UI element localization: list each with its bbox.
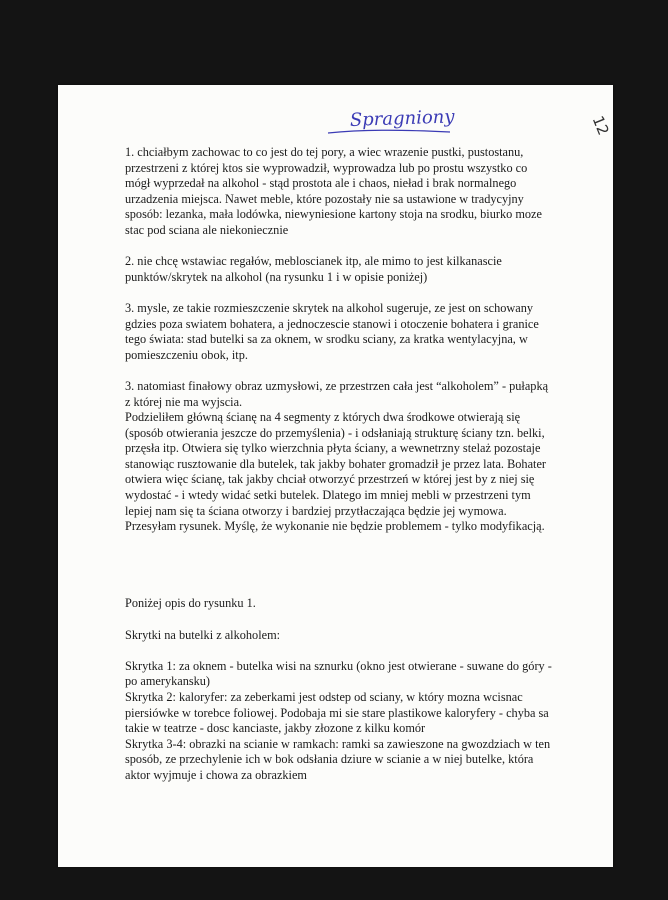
text-line: sposób: lezanka, mała lodówka, niewyniesione kartony stoja na srodku, biurko moze: [125, 207, 542, 222]
hideout-item-3-4: [125, 737, 555, 784]
text-line: Podzieliłem główną ścianę na 4 segmenty z których dwa środkowe otwierają się: [125, 410, 521, 425]
text-line: z której nie ma wyjscia.: [125, 394, 243, 409]
text-line: urzadzenia miejsca. Nawet meble, które pozostały nie sa ustawione w tradycyjny: [125, 191, 524, 206]
text-line: Poniżej opis do rysunku 1.: [125, 596, 256, 611]
hideouts-heading: [125, 628, 555, 644]
text-line: Skrytka 1: za oknem - butelka wisi na sznurku (okno jest otwierane - suwane do góry -: [125, 658, 552, 673]
text-line: stac pod sciana ale niekoniecznie: [125, 222, 289, 237]
text-line: po amerykansku): [125, 674, 211, 689]
document-body: [125, 145, 555, 784]
text-line: pomieszczeniu obok, itp.: [125, 347, 248, 362]
text-line: punktów/skrytek na alkohol (na rysunku 1 i w opisie poniżej): [125, 269, 428, 284]
hideout-item-2: [125, 690, 555, 737]
text-line: lepiej nam się ta ściana otworzy i bardziej przytłaczająca będzie jej wymowa.: [125, 503, 507, 518]
hideouts-list: [125, 659, 555, 784]
handwritten-title: [298, 103, 458, 143]
text-line: Przesyłam rysunek. Myślę, że wykonanie nie będzie problemem - tylko modyfikacją.: [125, 519, 545, 534]
paragraph-3: [125, 301, 555, 363]
text-line: wydostać - i wtedy widać setki butelek. Dlatego im mniej mebli w przestrzeni tym: [125, 488, 531, 503]
text-line: Skrytka 2: kaloryfer: za zeberkami jest odstep od sciany, w który mozna wcisnac: [125, 690, 523, 704]
text-line: przęsła itp. Otwiera się tylko wierzchnia płyta ściany, a wewnetrzny stelaż pozostaje: [125, 441, 541, 456]
text-line: 3. mysle, ze takie rozmieszczenie skrytek na alkohol sugeruje, ze jest on schowany: [125, 300, 534, 315]
text-line: (sposób otwierania jeszcze do przemyślenia) - i odsłaniają strukturę ściany tzn. belki,: [125, 425, 545, 440]
text-line: otwiera więc ścianę, tak jakby chciał otworzyć przestrzeń w której jest by z niej się: [125, 472, 535, 487]
paragraph-2: [125, 254, 555, 285]
handwritten-page-number: [584, 111, 613, 139]
text-line: sposób, ze przechylenie ich w bok odsłania dziure w scianie a w niej butelke, która: [125, 752, 534, 767]
section-spacer: [125, 550, 555, 596]
text-line: takie w teatrze - dosc kanciaste, jakby złozone z kilku komór: [125, 721, 426, 736]
text-line: Skrytka 3-4: obrazki na scianie w ramkach: ramki sa zawieszone na gwozdziach w ten: [125, 736, 551, 751]
paragraph-1: [125, 145, 555, 239]
paper-sheet: [58, 85, 613, 867]
handwritten-title-text: Spragniony: [349, 106, 455, 131]
text-line: piersiówke w torebce foliowej. Podobaja mi sie stare plastikowe kaloryfery - chyba sa: [125, 705, 549, 720]
text-line: przestrzeni z której ktos sie wyprowadził, wyprowadza lub po prostu wszystko co: [125, 160, 528, 175]
drawing-intro: [125, 596, 555, 612]
text-line: 1. chciałbym zachowac to co jest do tej pory, a wiec wrazenie pustki, pustostanu,: [125, 145, 524, 159]
paragraph-4: [125, 379, 555, 535]
hideout-item-1: [125, 659, 555, 690]
text-line: 3. natomiast finałowy obraz uzmysłowi, ze przestrzen cała jest “alkoholem” - pułapką: [125, 378, 549, 393]
text-line: Skrytki na butelki z alkoholem:: [125, 627, 281, 642]
text-line: stanowiąc rusztowanie dla butelek, tak jakby bohater gromadził je przez lata. Bohater: [125, 456, 547, 471]
text-line: mógł wyprzedał na alkohol - stąd prostota ale i chaos, nieład i brak normalnego: [125, 176, 517, 191]
handwritten-underline: [328, 130, 450, 133]
text-line: 2. nie chcę wstawiac regałów, mebloscianek itp, ale mimo to jest kilkanascie: [125, 254, 502, 269]
text-line: gdzies poza swiatem bohatera, a jednoczescie stanowi i otoczenie bohatera i granice: [125, 316, 539, 331]
text-line: aktor wyjmuje i chowa za obrazkiem: [125, 767, 307, 782]
page-number-text: 12: [588, 113, 613, 138]
text-line: tego świata: stad butelki sa za oknem, w srodku sciany, za kratka wentylacyjna, w: [125, 332, 528, 347]
